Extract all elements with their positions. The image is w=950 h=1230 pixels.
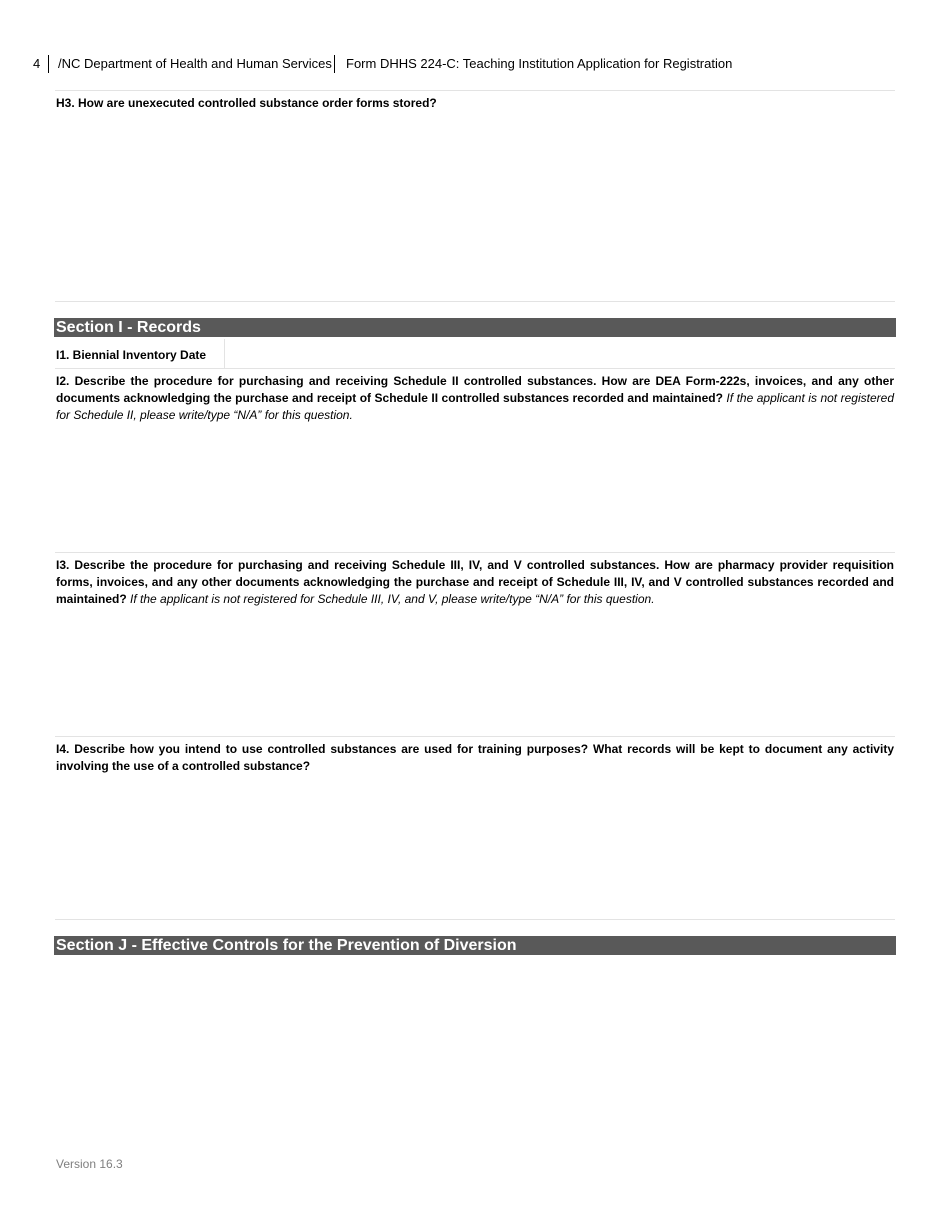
divider [55, 368, 895, 369]
divider [55, 736, 895, 737]
department-name: /NC Department of Health and Human Services [58, 56, 332, 71]
biennial-inventory-date-field[interactable] [224, 339, 896, 368]
form-title: Form DHHS 224-C: Teaching Institution Application for Registration [346, 56, 733, 71]
question-h3-text: H3. How are unexecuted controlled substance order forms stored? [56, 96, 437, 110]
answer-field-i3[interactable] [55, 610, 895, 735]
divider [55, 90, 895, 91]
biennial-inventory-label: I1. Biennial Inventory Date [56, 348, 207, 362]
divider [55, 919, 895, 920]
question-i2-text: I2. Describe the procedure for purchasing and receiving Schedule II controlled substances. How are DEA Form-222s, invoices, and any other documents acknowledging the purchase and receipt of Schedule II controlled substances recorded and maintained? [56, 374, 894, 405]
question-i3-text: I3. Describe the procedure for purchasing and receiving Schedule III, IV, and V controlled substances. How are pharmacy provider requisition forms, invoices, and any other documents acknowledging the purchase and receipt of Schedule III, IV, and V controlled substances recorded and maintained? [56, 558, 894, 606]
question-i3-note: If the applicant is not registered for Schedule III, IV, and V, please write/type “N/A” for this question. [130, 592, 655, 606]
divider [55, 301, 895, 302]
answer-field-i2[interactable] [55, 426, 895, 551]
header-divider [334, 55, 335, 73]
question-i4 [56, 741, 894, 775]
header-divider [48, 55, 49, 73]
answer-field-h3[interactable] [55, 114, 895, 300]
question-i3 [56, 557, 894, 608]
section-j-header: Section J - Effective Controls for the Prevention of Diversion [54, 936, 896, 955]
question-h3 [56, 95, 894, 112]
question-i2 [56, 373, 894, 424]
question-i2-note: If the applicant is not registered for Schedule II, please write/type “N/A” for this question. [56, 391, 894, 422]
question-i4-text: I4. Describe how you intend to use controlled substances are used for training purposes? What records will be kept to document any activity involving the use of a controlled substance? [56, 742, 894, 773]
divider [55, 552, 895, 553]
version-footer: Version 16.3 [56, 1157, 123, 1171]
section-i-header: Section I - Records [54, 318, 896, 337]
page-header [0, 56, 950, 74]
answer-field-i4[interactable] [55, 777, 895, 918]
page-number: 4 [33, 56, 41, 71]
